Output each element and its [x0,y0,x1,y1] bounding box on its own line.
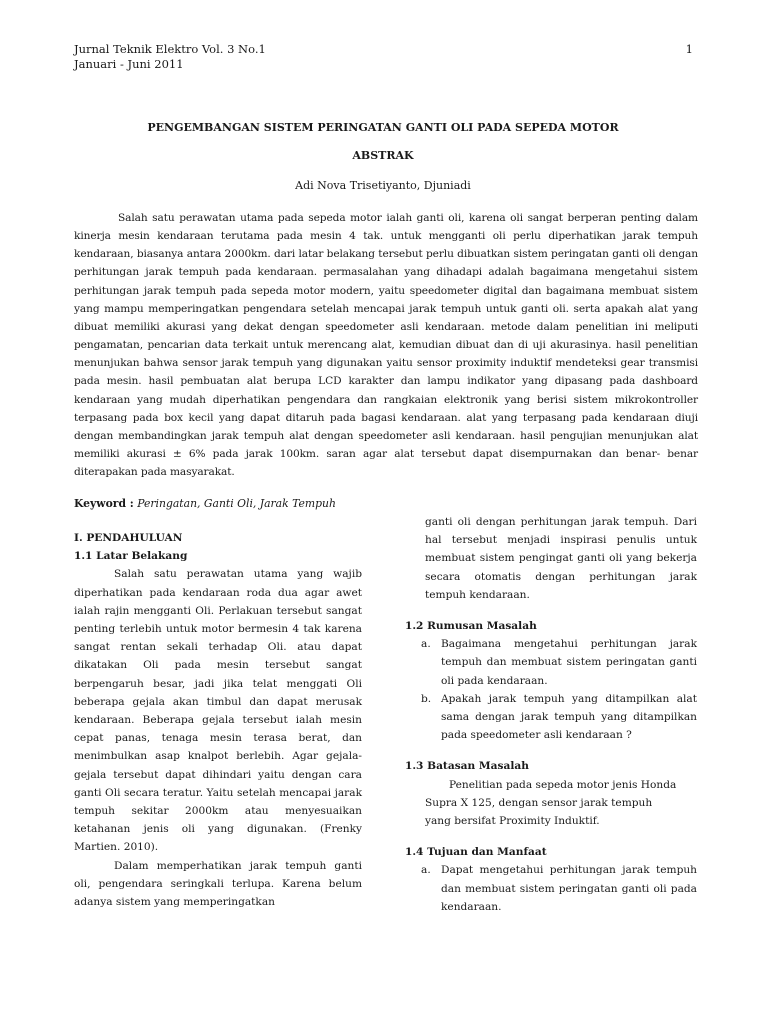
paper-title: PENGEMBANGAN SISTEM PERINGATAN GANTI OLI PADA SEPEDA MOTOR [147,121,619,134]
page-number: 1 [685,42,693,56]
list-marker: a. [421,864,431,877]
batasan-paragraph [405,776,697,831]
journal-name: Jurnal Teknik Elektro Vol. 3 No.1 [74,42,266,56]
abstract-body: Salah satu perawatan utama pada sepeda motor ialah ganti oli, karena oli sangat berperan penting dalam kinerja mesin kendaraan terutama pada mesin 4 tak. untuk mengganti oli perlu diperhatikan jarak tempuh kendaraan, biasanya antara 2000km. dari latar belakang tersebut perlu dibuatkan sistem peringatan ganti oli dengan perhitungan jarak tempuh pada kendaraan. permasalahan yang dihadapi adalah bagaimana mengetahui sistem perhitungan jarak tempuh pada sepeda motor modern, yaitu speedometer digital dan bagaimana membuat sistem yang mampu memperingatkan pengendara setelah mencapai jarak tempuh untuk ganti oli. serta apakah alat yang dibuat memiliki akurasi yang dekat dengan speedometer asli kendaraan. metode dalam penelitian ini meliputi pengamatan, pencarian data terkait untuk merencang alat, kemudian dibuat dan di uji akurasinya. hasil penelitian menunjukan bahwa sensor jarak tempuh yang digunakan yaitu sensor proximity induktif mendeteksi gear transmisi pada mesin. hasil pembuatan alat berupa LCD karakter dan lampu indikator yang dipasang pada dashboard kendaraan yang mudah diperhatikan pengendara dan rangkaian elektronik yang berisi sistem mikrokontroller terpasang pada box kecil yang dapat ditaruh pada bagasi kendaraan. alat yang terpasang pada kendaraan diuji dengan membandingkan jarak tempuh alat dengan speedometer asli kendaraan. hasil pengujian menunjukan alat memiliki akurasi ± 6% pada jarak 100km. saran agar alat tersebut dapat disempurnakan dan benar- benar diterapakan pada masyarakat. [74,212,698,479]
list-item-text: Dapat mengetahui perhitungan jarak tempuh dan membuat sistem peringatan ganti oli pada kendaraan. [441,864,697,913]
subsection-heading-rumusan: 1.2 Rumusan Masalah [405,620,537,633]
list-item [421,690,697,745]
latar-belakang-paragraph-2: Dalam memperhatikan jarak tempuh ganti oli, pengendara seringkali terlupa. Karena belum adanya sistem yang memperingatkan [74,859,362,909]
batasan-line: Penelitian pada sepeda motor jenis Honda [449,778,677,791]
latar-belakang-continuation: ganti oli dengan perhitungan jarak tempuh. Dari hal tersebut menjadi inspirasi penulis untuk membuat sistem pengingat ganti oli yang bekerja secara otomatis dengan perhitungan jarak tempuh kendaraan. [425,516,697,601]
latar-belakang-paragraph-1: Salah satu perawatan utama yang wajib diperhatikan pada kendaraan roda dua agar awet ialah rajin mengganti Oli. Perlakuan tersebut sangat penting terlebih untuk motor bermesin 4 tak karena sangat rentan sekali terhadap Oli. atau dapat dikatakan Oli pada mesin tersebut sangat berpengaruh besar, jadi jika telat menggati Oli beberapa gejala akan timbul dan dapat merusak kendaraan. Beberapa gejala tersebut ialah mesin cepat panas, tenaga mesin terasa berat, dan menimbulkan asap knalpot berlebih. Agar gejala-gejala tersebut dapat dihindari yaitu dengan cara ganti Oli secara teratur. Yaitu setelah mencapai jarak tempuh sekitar 2000km atau menyesuaikan ketahanan jenis oli yang digunakan. (Frenky Martien. 2010). [74,568,362,854]
subsection-heading-tujuan: 1.4 Tujuan dan Manfaat [405,846,547,859]
list-item [421,635,697,690]
list-marker: b. [421,692,432,705]
left-column [74,529,362,911]
subsection-heading-batasan: 1.3 Batasan Masalah [405,760,529,773]
keyword-label: Keyword : [74,497,134,510]
keyword-terms: Peringatan, Ganti Oli, Jarak Tempuh [137,497,336,510]
right-column [405,513,697,916]
authors: Adi Nova Trisetiyanto, Djuniadi [295,179,471,192]
abstract-heading: ABSTRAK [352,149,414,162]
list-item-text: Apakah jarak tempuh yang ditampilkan alat sama dengan jarak tempuh yang ditampilkan pada speedometer asli kendaraan ? [441,692,697,742]
batasan-line: Supra X 125, dengan sensor jarak tempuh [425,796,653,809]
tujuan-list [405,861,697,916]
section-heading-pendahuluan: I. PENDAHULUAN [74,532,183,544]
keyword-line [74,497,336,510]
list-marker: a. [421,638,431,651]
journal-period: Januari - Juni 2011 [74,57,184,71]
list-item-text: Bagaimana mengetahui perhitungan jarak tempuh dan membuat sistem peringatan ganti oli pada kendaraan. [441,638,697,687]
subsection-heading-latar-belakang: 1.1 Latar Belakang [74,550,188,563]
batasan-line: yang bersifat Proximity Induktif. [425,815,600,828]
rumusan-list [405,635,697,744]
list-item [421,861,697,916]
running-header [74,42,266,72]
